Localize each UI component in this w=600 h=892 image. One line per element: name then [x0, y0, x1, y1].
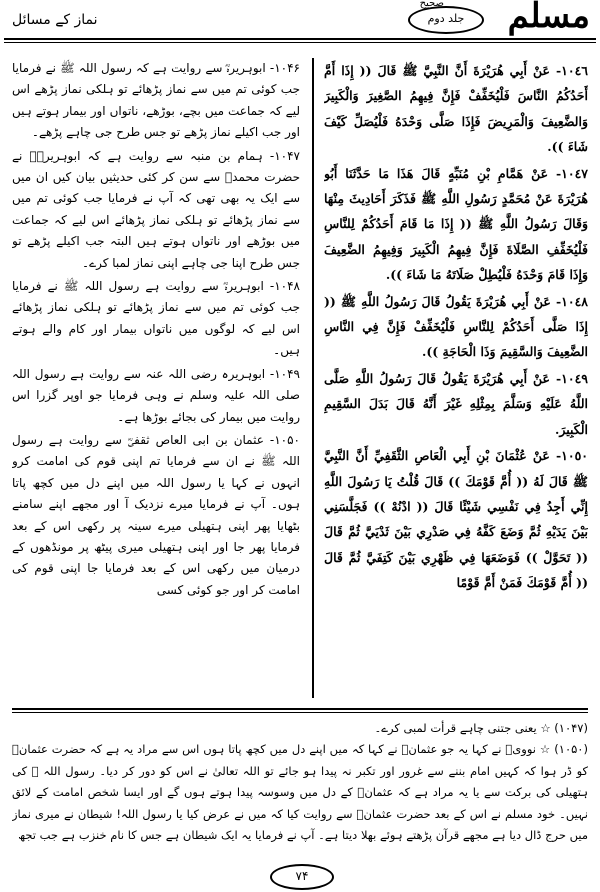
urdu-hadith-1050: ۱۰۵۰- عثمان بن ابی العاص ثقفیؓ سے روایت ہے رسول اللہ ﷺ نے ان سے فرمایا تم اپنی قوم کی امامت کرو انہوں نے کہا یا رسول اللہ میں اپنے دل میں کچھ پاتا ہوں۔ آپ نے فرمایا میرے نزدیک آ اور مجھے اپنے سامنے بٹھایا پھر اپنی ہتھیلی میرے سینہ پر رکھی اس کے بعد فرمایا پھر جا اور اپنی ہتھیلی میری پیٹھ پر مونڈھوں کے درمیان میں رکھی اس کے بعد فرمایا جا اپنی قوم کی امامت کر اور جو کوئی کسی: [12, 432, 300, 597]
book-prefix: صحیح: [419, 0, 444, 9]
arabic-hadith-1048: ١٠٤٨- عَنْ أَبِي هُرَيْرَةَ يَقُولُ قَالَ رَسُولُ اللَّهِ ﷺ (( إِذَا صَلَّى أَحَدُكُمْ لِلنَّاسِ فَلْيُخَفِّفْ فَإِنَّ فِي النَّاسِ الضَّعِيفَ وَالسَّقِيمَ وَذَا الْحَاجَةِ )).: [324, 293, 588, 360]
urdu-hadith-1048: ۱۰۴۸- ابوہریرہؓ سے روایت ہے رسول اللہ ﷺ نے فرمایا جب کوئی تم میں سے نماز پڑھائے تو ہلکی نماز پڑھائے اس لیے کہ لوگوں میں ناتواں بیمار اور کام والے ہوتے ہیں۔: [12, 279, 300, 358]
arabic-hadith-1046: ١٠٤٦- عَنْ أَبِي هُرَيْرَةَ أَنَّ النَّبِيَّ ﷺ قَالَ (( إِذَا أَمَّ أَحَدُكُمُ النَّاسَ فَلْيُخَفِّفْ فَإِنَّ فِيهِمُ الصَّغِيرَ وَالْكَبِيرَ وَالضَّعِيفَ وَالْمَرِيضَ فَإِذَا صَلَّى وَحْدَهُ فَلْيُصَلِّ كَيْفَ شَاءَ )).: [324, 63, 588, 155]
footnotes: [12, 718, 588, 856]
urdu-hadith-1046: ۱۰۴۶- ابوہریرہؓ سے روایت ہے کہ رسول اللہ ﷺ نے فرمایا جب کوئی تم میں سے نماز پڑھائے تو ہلکی نماز پڑھے اس لیے کہ جماعت میں بچے، بوڑھے، ناتواں اور بیمار ہوتے ہیں اور جب اکیلے نماز پڑھے تو جس طرح جی چاہے پڑھے۔: [12, 61, 300, 140]
urdu-column: [12, 58, 300, 698]
footnote-1050: (۱۰۵۰) ☆ نوویؒ نے کہا یہ جو عثمانؓ نے کہا کہ میں اپنے دل میں کچھ پاتا ہوں اس سے مراد یہ ہے کہ حضرت عثمانؓ کو ڈر ہوا کہ کہیں امام بننے سے غرور اور تکبر نہ پیدا ہو جائے تو اللہ تعالیٰ نے اس کو دور کر دیا۔ رسول اللہ ﷺ کی ہتھیلی کی برکت سے یا یہ مراد ہے کہ عثمانؓ کے دل میں وسوسہ پیدا ہوتے ہوں گے اور ایسا شخص امامت کے لائق نہیں۔ خود مسلم نے اس کے بعد حضرت عثمانؓ سے روایت کیا کہ میں نے عرض کیا یا رسول اللہ! شیطان نے میری نماز میں حرج ڈال دیا ہے مجھے قرآن پڑھتے ہوئے بھلا دیتا ہے۔ آپ نے فرمایا یہ ایک شیطان ہے جس کا نام خنزب ہے جب تجھ: [12, 742, 588, 843]
volume-badge: جلد دوم: [408, 6, 484, 34]
book-title: مسلم: [507, 0, 590, 36]
arabic-hadith-1047: ١٠٤٧- عَنْ هَمَّامِ بْنِ مُنَبِّهٍ قَالَ هَذَا مَا حَدَّثَنَا أَبُو هُرَيْرَةَ عَنْ مُحَمَّدٍ رَسُولِ اللَّهِ ﷺ فَذَكَرَ أَحَادِيثَ مِنْهَا وَقَالَ رَسُولُ اللَّهِ ﷺ (( إِذَا مَا قَامَ أَحَدُكُمْ لِلنَّاسِ فَلْيُخَفِّفِ الصَّلَاةَ فَإِنَّ فِيهِمُ الْكَبِيرَ وَفِيهِمُ الضَّعِيفَ وَإِذَا قَامَ وَحْدَهُ فَلْيُطِلْ صَلَاتَهُ مَا شَاءَ )).: [324, 165, 588, 283]
footnote-rule-thin: [12, 712, 588, 713]
footnote-1047: (۱۰۴۷) ☆ یعنی جتنی چاہے قرأت لمبی کرے۔: [374, 721, 588, 735]
urdu-hadith-1049: ۱۰۴۹- ابوہریرہ رضی اللہ عنہ سے روایت ہے رسول اللہ صلی اللہ علیہ وسلم نے وہی فرمایا جو اوپر گزرا اس روایت میں بیمار کی بجائے بوڑھا ہے۔: [12, 366, 300, 424]
arabic-hadith-1049: ١٠٤٩- عَنْ أَبِي هُرَيْرَةَ يَقُولُ قَالَ رَسُولُ اللَّهِ صَلَّى اللَّهُ عَلَيْهِ وَسَلَّمَ بِمِثْلِهِ غَيْرَ أَنَّهُ قَالَ بَدَلَ السَّقِيمِ الْكَبِيرَ.: [324, 370, 588, 437]
page-header: [4, 0, 596, 44]
page-number: ۷۴: [270, 864, 334, 890]
urdu-hadith-1047: ۱۰۴۷- ہمام بن منبہ سے روایت ہے کہ ابوہریرہؓ نے حضرت محمدؐ سے سن کر کئی حدیثیں بیان کیں ان میں سے ایک یہ بھی تھی کہ آپ نے فرمایا جب کوئی تم میں سے نماز پڑھائے تو ہلکی نماز پڑھائے اس لیے کہ جماعت میں بوڑھے اور ناتواں ہوتے ہیں البتہ جب اکیلے پڑھے تو جس طرح اپنا جی چاہے اپنی نماز لمبا کرے۔: [12, 148, 300, 270]
arabic-column: [324, 58, 588, 698]
arabic-hadith-1050: ١٠٥٠- عَنْ عُثْمَانَ بْنِ أَبِي الْعَاصِ الثَّقَفِيِّ أَنَّ النَّبِيَّ ﷺ قَالَ لَهُ (( أُمَّ قَوْمَكَ )) قَالَ قُلْتُ يَا رَسُولَ اللَّهِ إِنِّي أَجِدُ فِي نَفْسِي شَيْئًا قَالَ (( ادْنُهْ )) فَجَلَّسَنِي بَيْنَ يَدَيْهِ ثُمَّ وَضَعَ كَفَّهُ فِي صَدْرِي بَيْنَ ثَدْيَيَّ ثُمَّ قَالَ (( تَحَوَّلْ )) فَوَضَعَهَا فِي ظَهْرِي بَيْنَ كَتِفَيَّ ثُمَّ قَالَ (( أُمَّ قَوْمَكَ فَمَنْ أَمَّ قَوْمًا: [324, 448, 588, 591]
section-title: نماز کے مسائل: [12, 12, 98, 28]
footnote-rule: [12, 708, 588, 710]
header-rule-thin: [4, 42, 596, 43]
text-columns: [12, 58, 588, 698]
header-rule: [4, 38, 596, 40]
column-divider: [312, 58, 314, 698]
book-brand: [404, 2, 594, 36]
